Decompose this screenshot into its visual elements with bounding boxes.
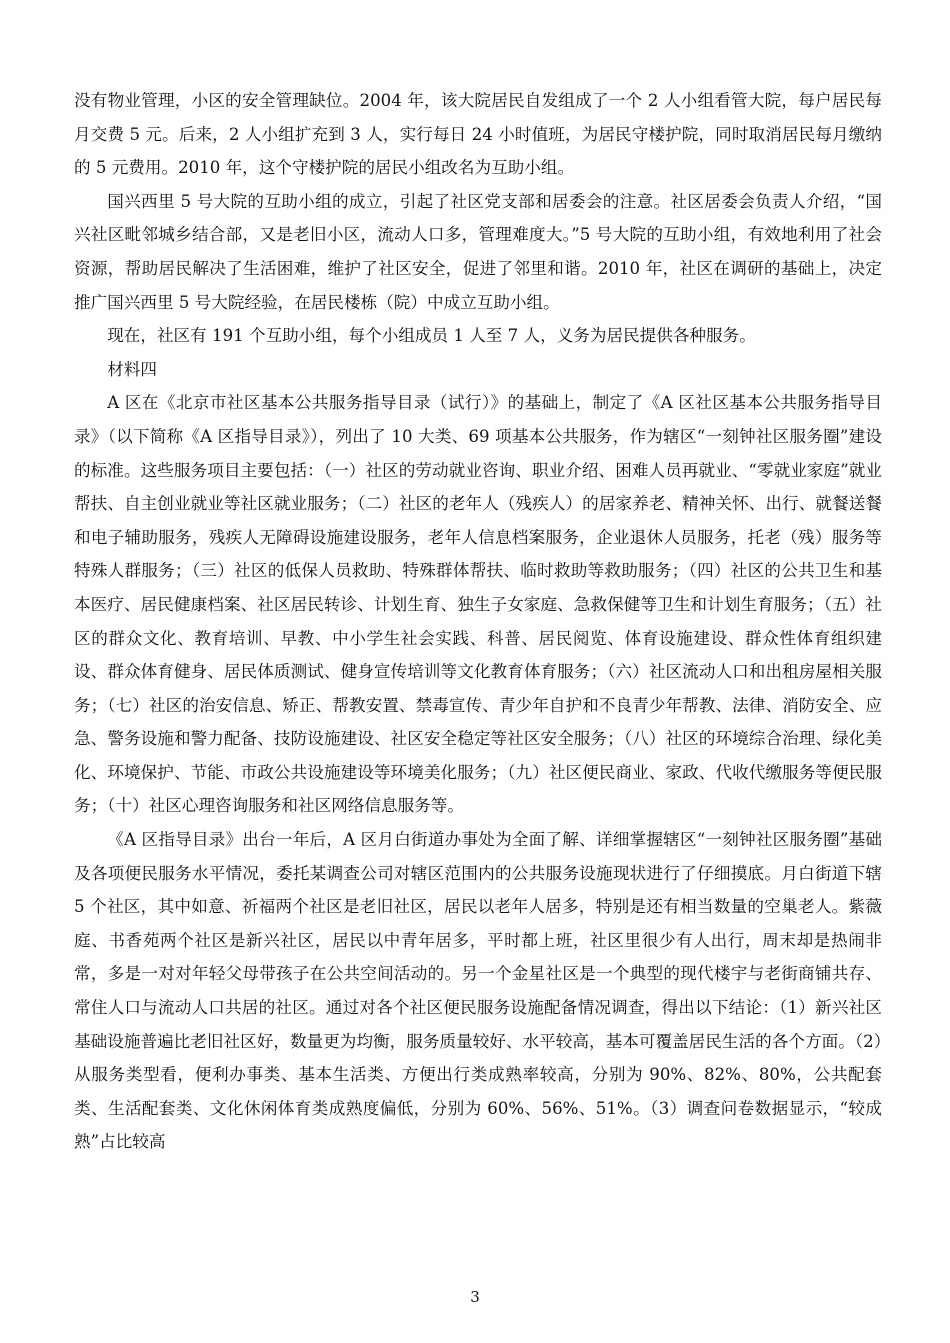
paragraph-continuation: 没有物业管理，小区的安全管理缺位。2004 年，该大院居民自发组成了一个 2 人小组看管大院，每户居民每月交费 5 元。后来，2 人小组扩充到 3 人，实行每日 24 小时值班，为居民守楼护院，同时取消居民每月缴纳的 5 元费用。2010 年，这个守楼护院的居民小组改名为互助小组。	[74, 91, 882, 178]
paragraph-survey-findings: 《A 区指导目录》出台一年后，A 区月白街道办事处为全面了解、详细掌握辖区“一刻钟社区服务圈”基础及各项便民服务水平情况，委托某调查公司对辖区范围内的公共服务设施现状进行了仔细摸底。月白街道下辖 5 个社区，其中如意、祈福两个社区是老旧社区，居民以老年人居多，特别是还有相当数量的空巢老人。紫薇庭、书香苑两个社区是新兴社区，居民以中青年居多，平时都上班，社区里很少有人出行，周末却是热闹非常，多是一对对年轻父母带孩子在公共空间活动的。另一个金星社区是一个典型的现代楼宇与老街商铺共存、常住人口与流动人口共居的社区。通过对各个社区便民服务设施配备情况调查，得出以下结论：（1）新兴社区基础设施普遍比老旧社区好，数量更为均衡，服务质量较好、水平较高，基本可覆盖居民生活的各个方面。（2）从服务类型看，便利办事类、基本生活类、方便出行类成熟率较高，分别为 90%、82%、80%，公共配套类、生活配套类、文化休闲体育类成熟度偏低，分别为 60%、56%、51%。（3）调查问卷数据显示，“较成熟”占比较高	[74, 830, 882, 1152]
paragraph-service-directory: A 区在《北京市社区基本公共服务指导目录（试行）》的基础上，制定了《A 区社区基本公共服务指导目录》（以下简称《A 区指导目录》），列出了 10 大类、69 项基本公共服务，作为辖区“一刻钟社区服务圈”建设的标准。这些服务项目主要包括：（一）社区的劳动就业咨询、职业介绍、困难人员再就业、“零就业家庭”就业帮扶、自主创业就业等社区就业服务；（二）社区的老年人（残疾人）的居家养老、精神关怀、出行、就餐送餐和电子辅助服务，残疾人无障碍设施建设服务，老年人信息档案服务，企业退休人员服务，托老（残）服务等特殊人群服务；（三）社区的低保人员救助、特殊群体帮扶、临时救助等救助服务；（四）社区的公共卫生和基本医疗、居民健康档案、社区居民转诊、计划生育、独生子女家庭、急救保健等卫生和计划生育服务；（五）社区的群众文化、教育培训、早教、中小学生社会实践、科普、居民阅览、体育设施建设、群众性体育组织建设、群众体育健身、居民体质测试、健身宣传培训等文化教育体育服务；（六）社区流动人口和出租房屋相关服务；（七）社区的治安信息、矫正、帮教安置、禁毒宣传、青少年自护和不良青少年帮教、法律、消防安全、应急、警务设施和警力配备、技防设施建设、社区安全稳定等社区安全服务；（八）社区的环境综合治理、绿化美化、环境保护、节能、市政公共设施建设等环境美化服务；（九）社区便民商业、家政、代收代缴服务等便民服务；（十）社区心理咨询服务和社区网络信息服务等。	[74, 393, 882, 816]
paragraph-current-groups: 现在，社区有 191 个互助小组，每个小组成员 1 人至 7 人，义务为居民提供各种服务。	[107, 326, 756, 346]
page-number: 3	[470, 1288, 480, 1306]
document-body	[74, 84, 882, 1159]
paragraph-mutual-aid-group: 国兴西里 5 号大院的互助小组的成立，引起了社区党支部和居委会的注意。社区居委会负责人介绍，“国兴社区毗邻城乡结合部，又是老旧小区，流动人口多，管理难度大。”5 号大院的互助小组，有效地利用了社会资源，帮助居民解决了生活困难，维护了社区安全，促进了邻里和谐。2010 年，社区在调研的基础上，决定推广国兴西里 5 号大院经验，在居民楼栋（院）中成立互助小组。	[74, 191, 882, 312]
section-heading-material-four: 材料四	[107, 359, 157, 379]
